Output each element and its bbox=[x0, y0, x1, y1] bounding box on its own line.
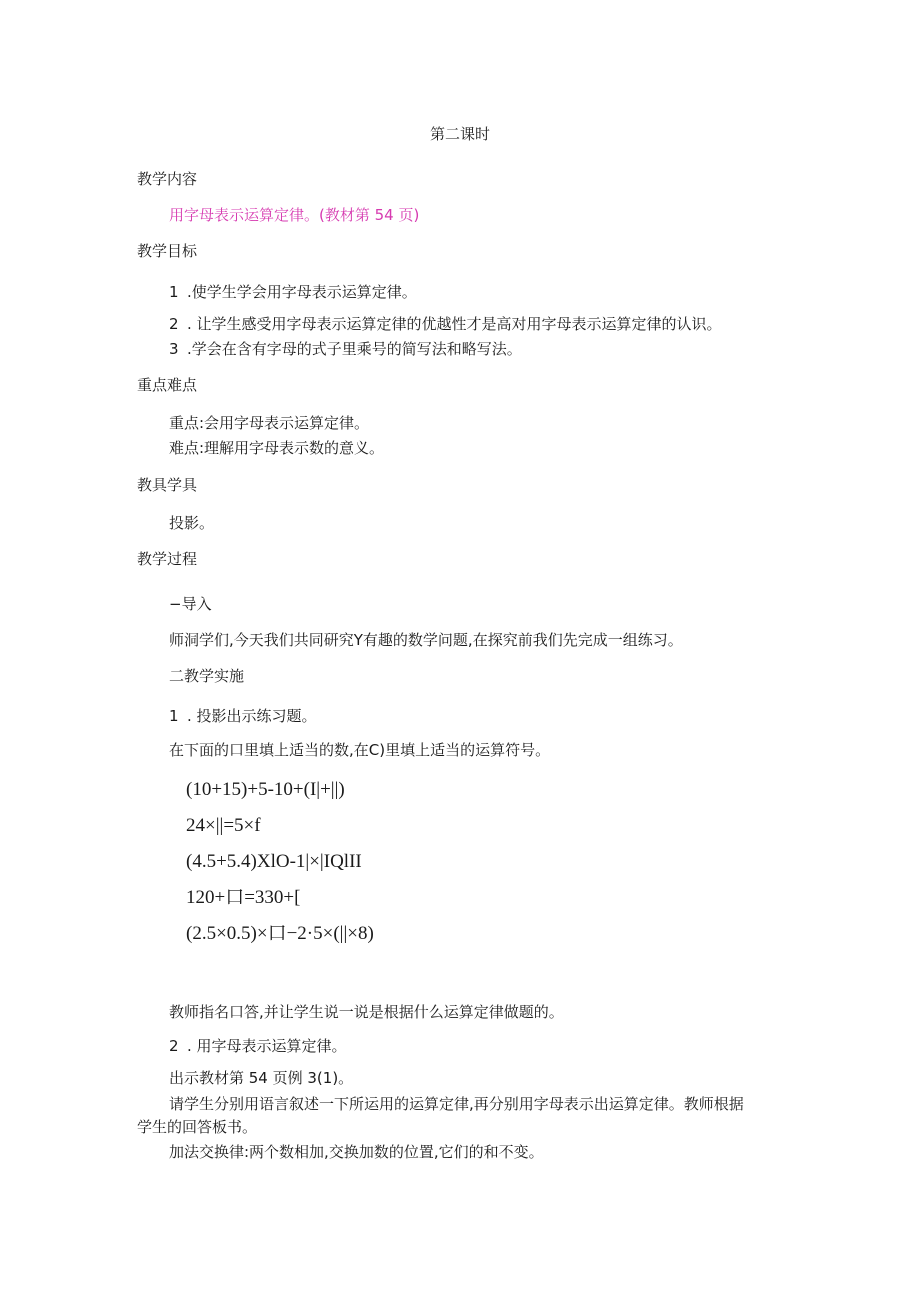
formula-2: 24×||=5×f bbox=[186, 815, 261, 836]
paragraph-line-2: 学生的回答板书。 bbox=[137, 1118, 258, 1136]
goal-item-3 bbox=[169, 339, 522, 359]
formula-3: (4.5+5.4)XlO-1|×|IQlII bbox=[186, 851, 362, 872]
page-title: 第二课时 bbox=[429, 125, 490, 143]
content-text: 用字母表示运算定律。(教材第 54 页) bbox=[169, 206, 420, 224]
add-commutative: 加法交换律:两个数相加,交换加数的位置,它们的和不变。 bbox=[169, 1143, 544, 1161]
goal-text: . 让学生感受用字母表示运算定律的优越性才是高对用字母表示运算定律的认识。 bbox=[187, 315, 722, 333]
textbook-ref: 出示教材第 54 页例 3(1)。 bbox=[169, 1069, 354, 1087]
step-num: 1 bbox=[169, 707, 179, 725]
formula-1: (10+15)+5-10+(I|+||) bbox=[186, 779, 345, 800]
step-2 bbox=[169, 1036, 347, 1056]
step-text: . 投影出示练习题。 bbox=[187, 707, 317, 725]
key-heading: 重点难点 bbox=[137, 376, 198, 394]
goal-num: 1 bbox=[169, 283, 179, 301]
goal-text: .使学生学会用字母表示运算定律。 bbox=[187, 283, 417, 301]
instruction: 在下面的口里填上适当的数,在C)里填上适当的运算符号。 bbox=[169, 741, 551, 759]
process-heading: 教学过程 bbox=[137, 550, 198, 568]
intro-heading: −导入 bbox=[169, 595, 212, 613]
goals-heading: 教学目标 bbox=[137, 242, 198, 260]
formula-4: 120+口=330+[ bbox=[186, 887, 301, 908]
goal-item-2 bbox=[169, 314, 722, 334]
step-num: 2 bbox=[169, 1037, 179, 1055]
impl-heading: 二教学实施 bbox=[169, 667, 245, 685]
key-point: 重点:会用字母表示运算定律。 bbox=[169, 414, 370, 432]
formula-5: (2.5×0.5)×口−2·5×(||×8) bbox=[186, 923, 374, 944]
goal-item-1 bbox=[169, 282, 417, 302]
content-heading: 教学内容 bbox=[137, 170, 198, 188]
goal-num: 2 bbox=[169, 315, 179, 333]
step-1 bbox=[169, 706, 317, 726]
teacher-prompt: 教师指名口答,并让学生说一说是根据什么运算定律做题的。 bbox=[169, 1003, 564, 1021]
paragraph-line-1: 请学生分别用语言叙述一下所运用的运算定律,再分别用字母表示出运算定律。教师根据 bbox=[169, 1095, 744, 1113]
goal-num: 3 bbox=[169, 340, 179, 358]
step-text: . 用字母表示运算定律。 bbox=[187, 1037, 347, 1055]
tools-text: 投影。 bbox=[169, 514, 215, 532]
intro-text: 师洞学们,今天我们共同研究Y有趣的数学问题,在探究前我们先完成一组练习。 bbox=[169, 631, 683, 649]
difficult-point: 难点:理解用字母表示数的意义。 bbox=[169, 439, 385, 457]
tools-heading: 教具学具 bbox=[137, 476, 198, 494]
goal-text: .学会在含有字母的式子里乘号的简写法和略写法。 bbox=[187, 340, 522, 358]
